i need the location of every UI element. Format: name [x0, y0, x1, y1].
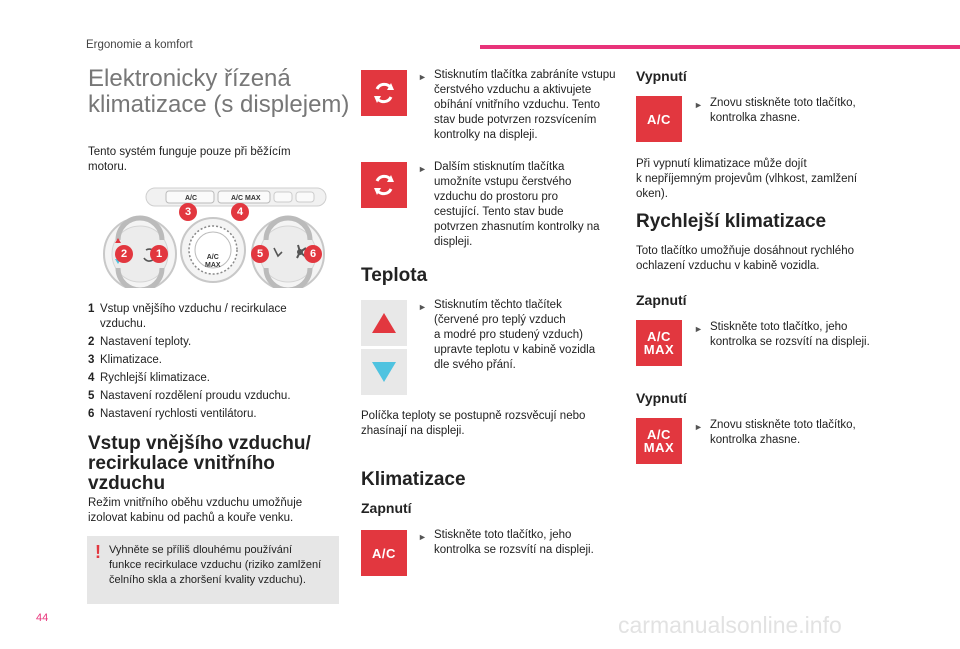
recirculation-icon — [361, 70, 407, 116]
arrow-icon: ► — [418, 302, 427, 312]
callout-1: 1 — [150, 245, 168, 263]
ac-max-icon: A/C MAX — [636, 320, 682, 366]
zapnuti-heading: Zapnutí — [361, 500, 412, 516]
legend-list — [88, 302, 343, 425]
rychlejsi-text: Toto tlačítko umožňuje dosáhnout rychlého ochlazení vzduchu v kabině vozidla. — [636, 245, 854, 272]
panel-ac-label: A/C — [185, 195, 198, 202]
teplota-text: ► Stisknutím těchto tlačítek (červené pro teplý vzduch a modré pro studený vzduch) upravte teplotu v kabině vozidla dle svého přání. — [418, 299, 596, 371]
vstup-heading: Vstup vnějšího vzduchu/ recirkulace vnitřního vzduchu — [88, 433, 311, 494]
recirc-text-2: ► Dalším stisknutím tlačítka umožníte vstupu čerstvého vzduchu do prostoru pro cestující. Tento stav bude potvrzen zhasnutím kontrolky na displeji. — [418, 161, 600, 248]
warning-text: Vyhněte se příliš dlouhému používání funkce recirkulace vzduchu (riziko zamlžení čelního skla a zhoršení kvality vzduchu). — [109, 544, 322, 586]
temp-down-icon — [361, 349, 407, 395]
page-number: 44 — [36, 612, 49, 624]
callout-3: 3 — [179, 203, 197, 221]
section-bar — [480, 45, 960, 49]
watermark: carmanualsonline.info — [618, 612, 842, 638]
control-panel-illustration — [88, 186, 338, 288]
arrow-icon: ► — [694, 422, 703, 432]
intro-text: Tento systém funguje pouze při běžícím motoru. — [88, 146, 291, 173]
legend-item: 6 Nastavení rychlosti ventilátoru. — [88, 408, 257, 420]
callout-2: 2 — [115, 245, 133, 263]
panel-acmax-label: A/C MAX — [231, 195, 261, 202]
arrow-icon: ► — [694, 100, 703, 110]
legend-item: 5 Nastavení rozdělení proudu vzduchu. — [88, 390, 291, 402]
arrow-icon: ► — [418, 72, 427, 82]
section-header: Ergonomie a komfort — [86, 39, 193, 51]
legend-item: 4 Rychlejší klimatizace. — [88, 372, 210, 384]
klimatizace-heading: Klimatizace — [361, 469, 466, 490]
callout-4: 4 — [231, 203, 249, 221]
rychlejsi-heading: Rychlejší klimatizace — [636, 211, 827, 232]
legend-item: 3 Klimatizace. — [88, 354, 162, 366]
teplota-heading: Teplota — [361, 265, 428, 286]
ac-max-off-icon: A/C MAX — [636, 418, 682, 464]
arrow-icon: ► — [418, 164, 427, 174]
warning-box — [87, 536, 339, 604]
warning-icon: ! — [95, 542, 101, 562]
pri-vypnuti-text: Při vypnutí klimatizace může dojít k nepříjemným projevům (vlhkost, zamlžení oken). — [636, 158, 858, 200]
ac-off-icon: A/C — [636, 96, 682, 142]
recirc-text-1: ► Stisknutím tlačítka zabráníte vstupu čerstvého vzduchu a aktivujete obíhání vnitřního vzduchu. Tento stav bude potvrzen rozsvícením kontrolky na displeji. — [418, 69, 616, 141]
legend-item: 2 Nastavení teploty. — [88, 336, 192, 348]
zapnuti-max-text: ► Stiskněte toto tlačítko, jeho kontrolka se rozsvítí na displeji. — [694, 321, 870, 348]
ac-icon: A/C — [361, 530, 407, 576]
temp-up-icon — [361, 300, 407, 346]
legend-item: 1 Vstup vnějšího vzduchu / recirkulace vzduchu. — [88, 303, 287, 330]
vypnuti-text: ► Znovu stiskněte toto tlačítko, kontrolka zhasne. — [694, 97, 856, 124]
zapnuti-max-heading: Zapnutí — [636, 292, 687, 308]
vypnuti-max-text: ► Znovu stiskněte toto tlačítko, kontrolka zhasne. — [694, 419, 856, 446]
callout-5: 5 — [251, 245, 269, 263]
arrow-icon: ► — [418, 532, 427, 542]
page-title: Elektronicky řízená klimatizace (s displejem) — [88, 65, 350, 118]
knob-label: A/C MAX — [205, 254, 221, 269]
vstup-text: Režim vnitřního oběhu vzduchu umožňuje izolovat kabinu od pachů a kouře venku. — [88, 497, 303, 524]
arrow-icon: ► — [694, 324, 703, 334]
vypnuti-max-heading: Vypnutí — [636, 390, 687, 406]
vypnuti-heading: Vypnutí — [636, 68, 687, 84]
recirculation-icon-2 — [361, 162, 407, 208]
zapnuti-text: ► Stiskněte toto tlačítko, jeho kontrolka se rozsvítí na displeji. — [418, 529, 594, 556]
callout-6: 6 — [304, 245, 322, 263]
policka-text: Políčka teploty se postupně rozsvěcují nebo zhasínají na displeji. — [361, 410, 586, 437]
